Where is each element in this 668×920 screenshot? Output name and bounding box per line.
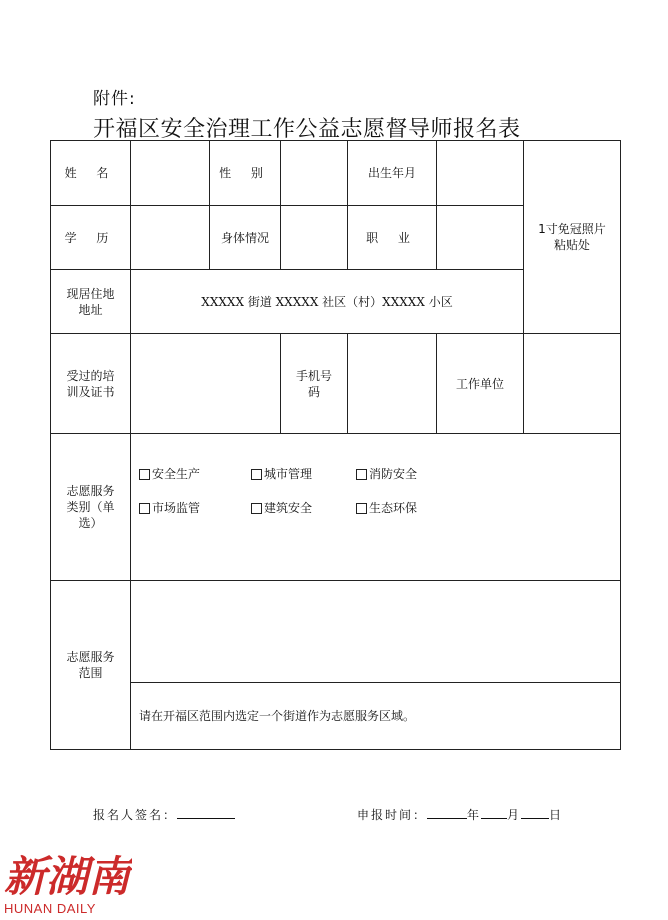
date-label: 申报时间： <box>357 808 428 822</box>
gender-field[interactable] <box>281 141 348 206</box>
education-label: 学 历 <box>64 230 117 245</box>
year-label: 年 <box>467 808 482 822</box>
phone-label: 手机号码 <box>281 334 348 434</box>
health-label: 身体情况 <box>210 206 281 270</box>
logo-calligraphy <box>2 843 132 901</box>
category-option-label: 城市管理 <box>264 467 313 481</box>
checkbox-icon[interactable] <box>139 503 150 514</box>
category-option[interactable] <box>356 498 417 518</box>
address-label: 现居住地地址 <box>51 270 131 334</box>
day-label: 日 <box>549 808 564 822</box>
attachment-label: 附件: <box>93 89 136 109</box>
category-option-label: 市场监管 <box>152 501 201 515</box>
month-label: 月 <box>507 808 522 822</box>
date-line <box>357 806 563 823</box>
day-field[interactable] <box>521 806 549 819</box>
category-option-label: 消防安全 <box>369 467 418 481</box>
training-label: 受过的培训及证书 <box>51 334 131 434</box>
occupation-field[interactable] <box>437 206 524 270</box>
photo-placeholder <box>524 141 621 334</box>
category-option-label: 安全生产 <box>152 467 201 481</box>
address-value[interactable]: XXXXX 街道 XXXXX 社区（村）XXXXX 小区 <box>131 270 524 334</box>
category-option-label: 生态环保 <box>369 501 418 515</box>
category-label: 志愿服务类别（单选） <box>51 434 131 581</box>
education-label-cell <box>51 206 131 270</box>
gender-label-cell <box>210 141 281 206</box>
gender-label: 性 别 <box>219 166 271 180</box>
signature-label: 报名人签名： <box>93 808 178 822</box>
checkbox-icon[interactable] <box>251 503 262 514</box>
category-option[interactable] <box>356 464 417 484</box>
name-label: 姓 名 <box>64 166 117 180</box>
workplace-label: 工作单位 <box>437 334 524 434</box>
category-option[interactable] <box>139 464 251 484</box>
occupation-label: 职 业 <box>366 230 418 245</box>
birth-field[interactable] <box>437 141 524 206</box>
category-option[interactable] <box>251 498 356 518</box>
scope-field[interactable] <box>131 581 621 683</box>
name-label-cell <box>51 141 131 206</box>
training-field[interactable] <box>131 334 281 434</box>
checkbox-icon[interactable] <box>356 469 367 480</box>
health-field[interactable] <box>281 206 348 270</box>
category-option-label: 建筑安全 <box>264 501 313 515</box>
category-options <box>131 434 621 581</box>
workplace-field[interactable] <box>524 334 621 434</box>
signature-line <box>93 806 235 823</box>
occupation-label-cell <box>348 206 437 270</box>
year-field[interactable] <box>427 806 467 819</box>
month-field[interactable] <box>481 806 507 819</box>
phone-field[interactable] <box>348 334 437 434</box>
checkbox-icon[interactable] <box>251 469 262 480</box>
birth-label: 出生年月 <box>348 141 437 206</box>
checkbox-icon[interactable] <box>139 469 150 480</box>
logo-en-text: HUNAN DAILY <box>4 901 96 916</box>
photo-label: 1寸免冠照片粘贴处 <box>538 222 606 252</box>
name-field[interactable] <box>131 141 210 206</box>
category-option[interactable] <box>251 464 356 484</box>
education-field[interactable] <box>131 206 210 270</box>
category-option[interactable] <box>139 498 251 518</box>
hunan-daily-logo <box>2 843 137 915</box>
scope-label: 志愿服务范围 <box>51 581 131 750</box>
registration-form-table <box>50 140 621 750</box>
form-title: 开福区安全治理工作公益志愿督导师报名表 <box>93 117 521 142</box>
scope-note: 请在开福区范围内选定一个街道作为志愿服务区域。 <box>131 683 621 750</box>
logo-cn-text: 新湖南 <box>4 852 131 901</box>
checkbox-icon[interactable] <box>356 503 367 514</box>
signature-field[interactable] <box>177 806 235 819</box>
